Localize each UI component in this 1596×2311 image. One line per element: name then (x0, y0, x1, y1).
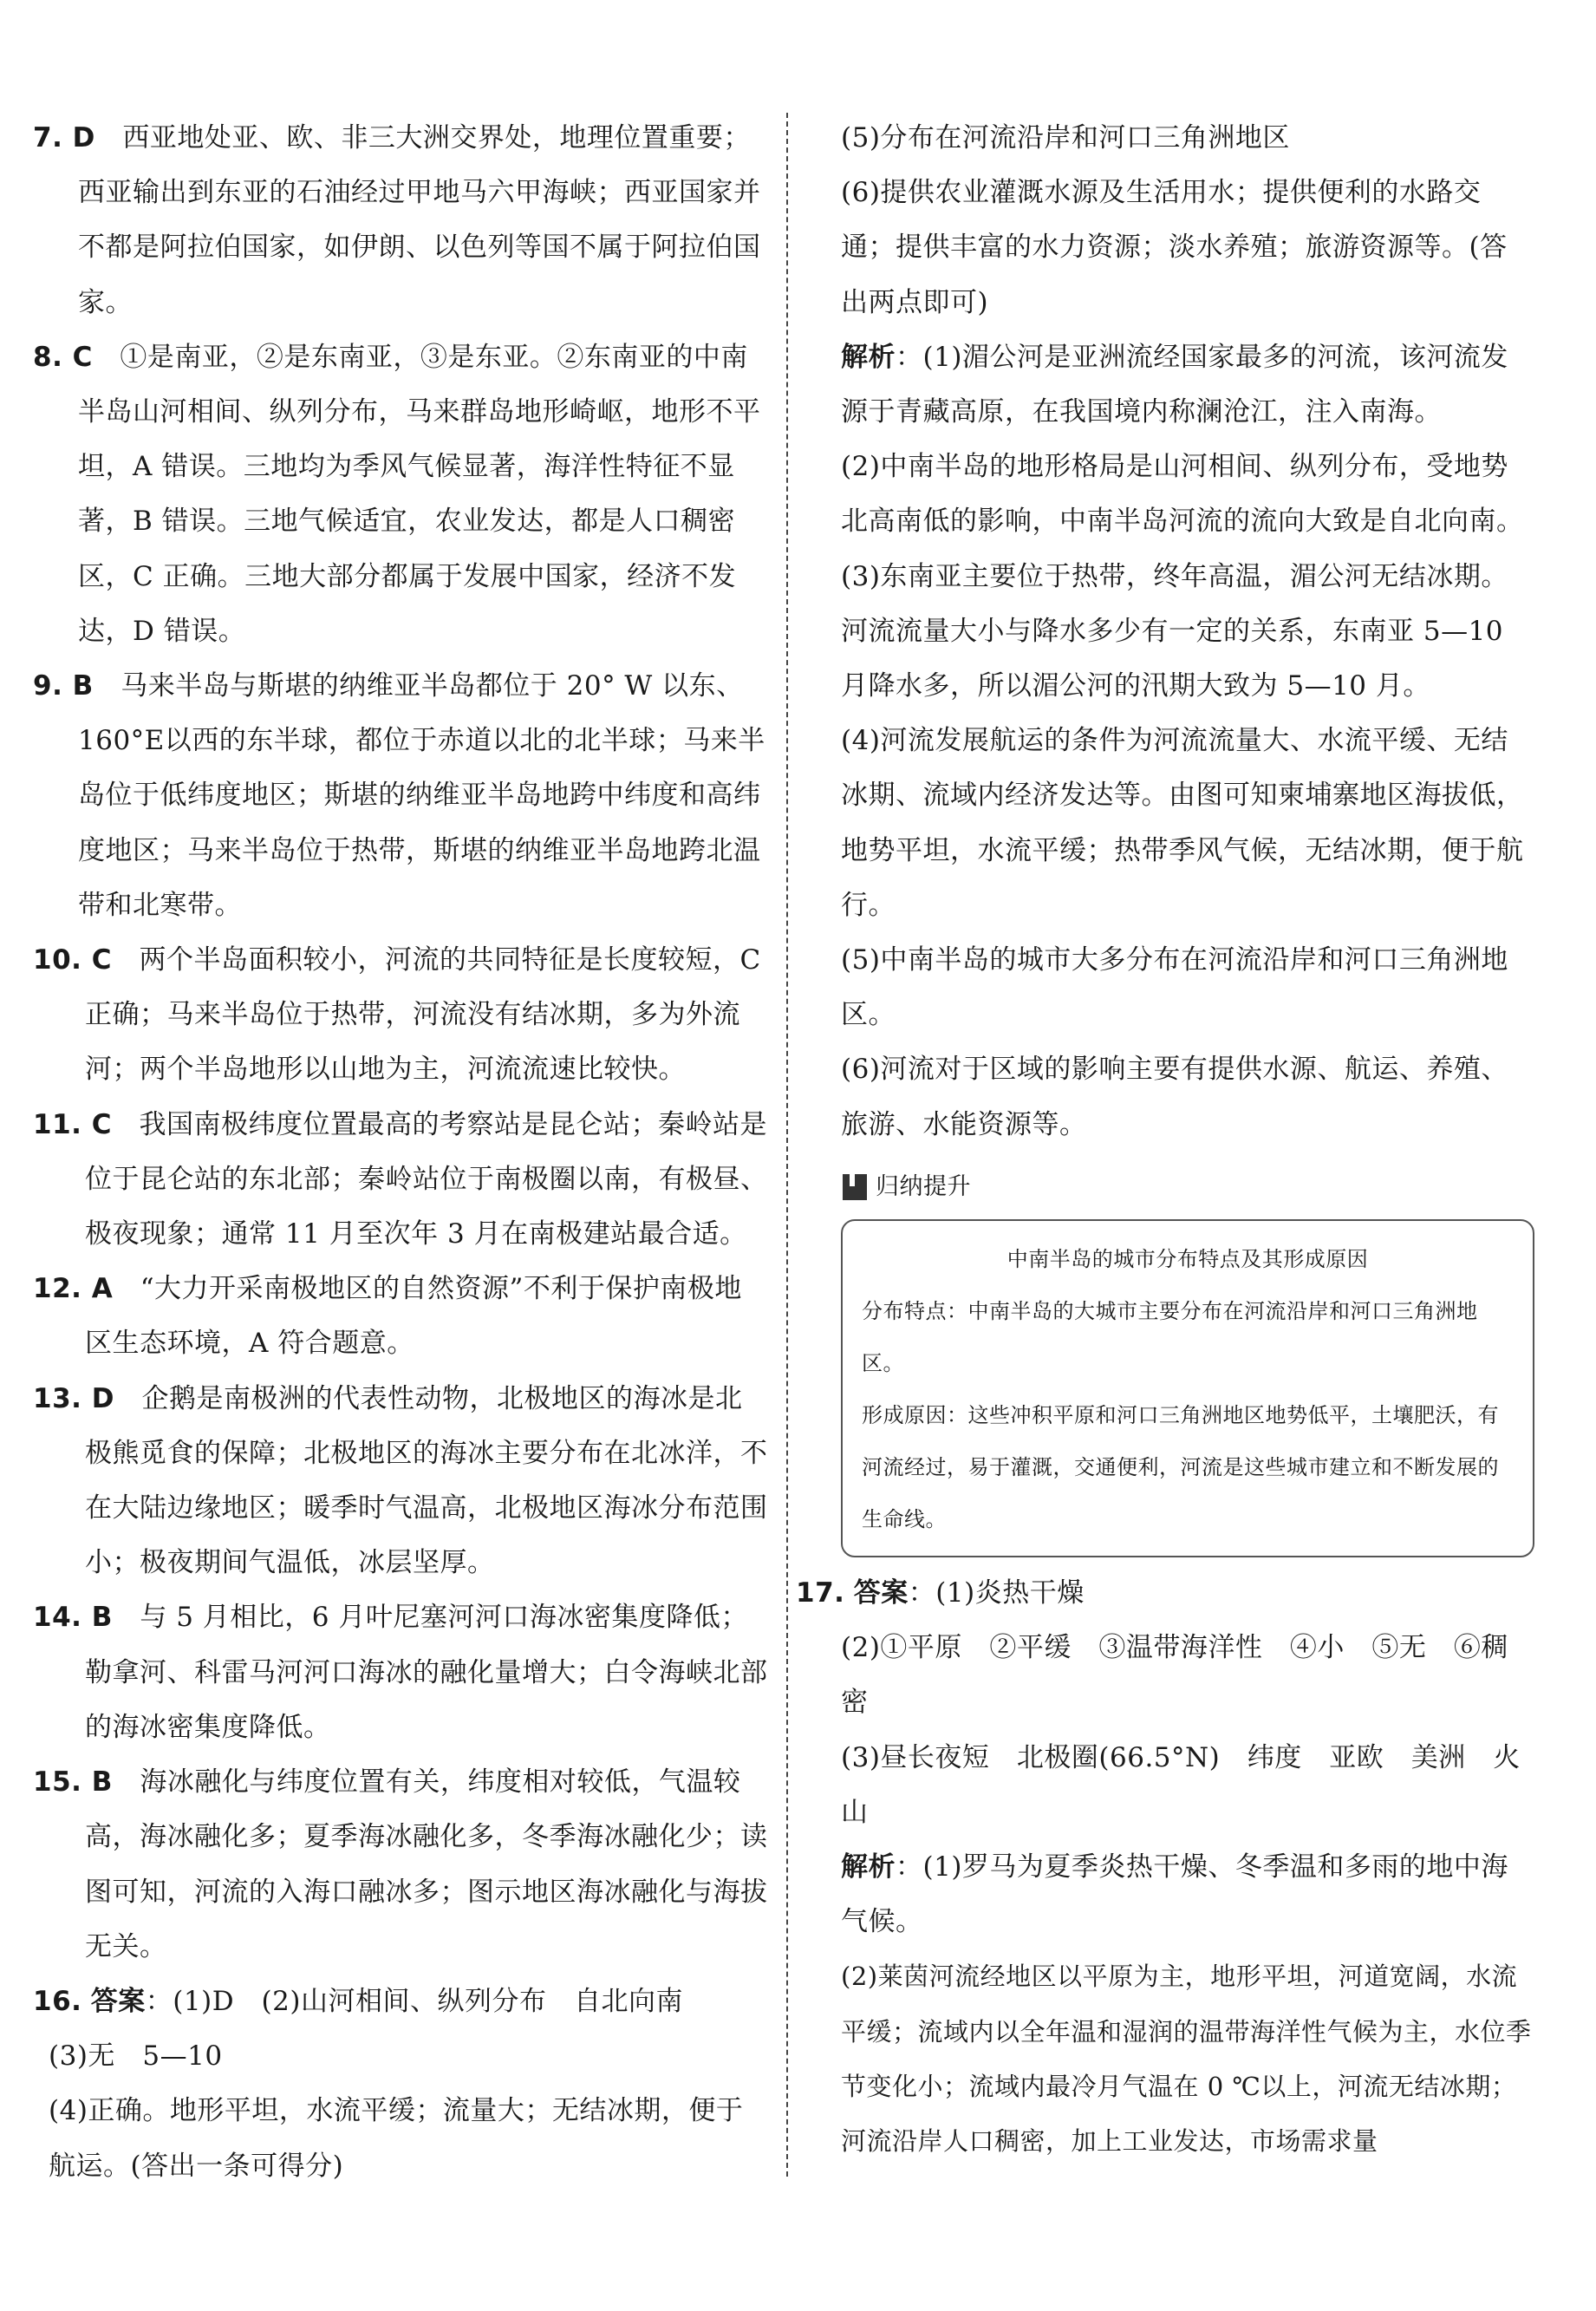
summary-box (841, 1219, 1534, 1557)
summary-tab (843, 1170, 983, 1204)
analysis-16-3: (3)东南亚主要位于热带，终年高温，湄公河无结冰期。河流流量大小与降水多少有一定的关系，东南亚 5—10 月降水多，所以湄公河的汛期大致为 5—10 月。 (841, 560, 1508, 702)
answer-17-line2: (2)①平原 ②平缓 ③温带海洋性 ④小 ⑤无 ⑥稠密 (841, 1632, 1508, 1719)
analysis-16-6: (6)河流对于区域的影响主要有提供水源、航运、养殖、旅游、水能资源等。 (841, 1054, 1508, 1140)
analysis-16-5: (5)中南半岛的城市大多分布在河流沿岸和河口三角洲地区。 (841, 944, 1508, 1031)
analysis-17-1: 解析：(1)罗马为夏季炎热干燥、冬季温和多雨的地中海气候。 (841, 1851, 1508, 1938)
left-column (33, 111, 768, 2194)
answer-16-line5: (6)提供农业灌溉水源及生活用水；提供便利的水路交通；提供丰富的水力资源；淡水养殖；旅游资源等。(答出两点即可) (841, 177, 1508, 318)
answer-16-line2: (3)无 5—10 (49, 2040, 223, 2073)
answer-16-line3: (4)正确。地形平坦，水流平缓；流量大；无结冰期，便于航运。(答出一条可得分) (49, 2095, 744, 2182)
answer-12: 12. A “大力开采南极地区的自然资源”不利于保护南极地区生态环境，A 符合题意。 (33, 1273, 742, 1360)
analysis-16-2: (2)中南半岛的地形格局是山河相间、纵列分布，受地势北高南低的影响，中南半岛河流的流向大致是自北向南。 (841, 451, 1524, 538)
answer-11: 11. C 我国南极纬度位置最高的考察站是昆仑站；秦岭站是位于昆仑站的东北部；秦岭站位于南极圈以南，有极昼、极夜现象；通常 11 月至次年 3 月在南极建站最合适。 (33, 1108, 768, 1250)
answer-17-head: 17. 答案：(1)炎热干燥 (796, 1577, 1085, 1609)
answer-14: 14. B 与 5 月相比，6 月叶尼塞河河口海冰密集度降低；勒拿河、科雷马河河口海冰的融化量增大；白令海峡北部的海冰密集度降低。 (33, 1602, 768, 1743)
answer-13: 13. D 企鹅是南极洲的代表性动物，北极地区的海冰是北极熊觅食的保障；北极地区的海冰主要分布在北冰洋，不在大陆边缘地区；暖季时气温高，北极地区海冰分布范围小；极夜期间气温低，冰层坚厚。 (33, 1382, 768, 1579)
answer-16-head: 16. 答案：(1)D (2)山河相间、纵列分布 自北向南 (33, 1985, 683, 2017)
answer-7: 7. D 西亚地处亚、欧、非三大洲交界处，地理位置重要；西亚输出到东亚的石油经过甲地马六甲海峡；西亚国家并不都是阿拉伯国家，如伊朗、以色列等国不属于阿拉伯国家。 (33, 122, 761, 318)
summary-section (841, 1165, 1534, 1557)
summary-tab-label: 归纳提升 (876, 1172, 971, 1200)
answer-15: 15. B 海冰融化与纬度位置有关，纬度相对较低，气温较高，海冰融化多；夏季海冰融化多，冬季海冰融化少；读图可知，河流的入海口融冰多；图示地区海冰融化与海拔无关。 (33, 1766, 768, 1962)
answer-17-line3: (3)昼长夜短 北极圈(66.5°N) 纬度 亚欧 美洲 火山 (841, 1741, 1521, 1828)
answer-8: 8. C ①是南亚，②是东南亚，③是东亚。②东南亚的中南半岛山河相间、纵列分布，马来群岛地形崎岖，地形不平坦，A 错误。三地均为季风气候显著，海洋性特征不显著，B 错误。三地气候适宜，农业发达，都是人口稠密区，C 正确。三地大部分都属于发展中国家，经济不发达，D 错误。 (33, 341, 761, 647)
analysis-16-1: 解析：(1)湄公河是亚洲流经国家最多的河流，该河流发源于青藏高原，在我国境内称澜沧江，注入南海。 (841, 341, 1508, 428)
answer-10: 10. C 两个半岛面积较小，河流的共同特征是长度较短，C 正确；马来半岛位于热带，河流没有结冰期，多为外流河；两个半岛地形以山地为主，河流流速比较快。 (33, 944, 761, 1086)
summary-reason: 形成原因：这些冲积平原和河口三角洲地区地势低平，土壤肥沃，有河流经过，易于灌溉，交通便利，河流是这些城市建立和不断发展的生命线。 (862, 1403, 1499, 1532)
bookmark-icon (843, 1174, 867, 1200)
summary-title: 中南半岛的城市分布特点及其形成原因 (1006, 1247, 1369, 1272)
analysis-17-2: (2)莱茵河流经地区以平原为主，地形平坦，河道宽阔，水流平缓；流域内以全年温和湿润的温带海洋性气候为主，水位季节变化小；流域内最冷月气温在 0 ℃以上，河流无结冰期；河流沿岸人口稠密，加上工业发达，市场需求量 (841, 1962, 1532, 2157)
summary-distribution: 分布特点：中南半岛的大城市主要分布在河流沿岸和河口三角洲地区。 (862, 1299, 1478, 1376)
answer-9: 9. B 马来半岛与斯堪的纳维亚半岛都位于 20° W 以东、160°E以西的东半球，都位于赤道以北的北半球；马来半岛位于低纬度地区；斯堪的纳维亚半岛地跨中纬度和高纬度地区；马来半岛位于热带，斯堪的纳维亚半岛地跨北温带和北寒带。 (33, 670, 765, 921)
right-column (796, 111, 1534, 2169)
column-divider (786, 113, 788, 2177)
answer-16-line4: (5)分布在河流沿岸和河口三角洲地区 (841, 122, 1290, 153)
analysis-16-4: (4)河流发展航运的条件为河流流量大、水流平缓、无结冰期、流域内经济发达等。由图可知柬埔寨地区海拔低，地势平坦，水流平缓；热带季风气候，无结冰期，便于航行。 (841, 725, 1524, 921)
